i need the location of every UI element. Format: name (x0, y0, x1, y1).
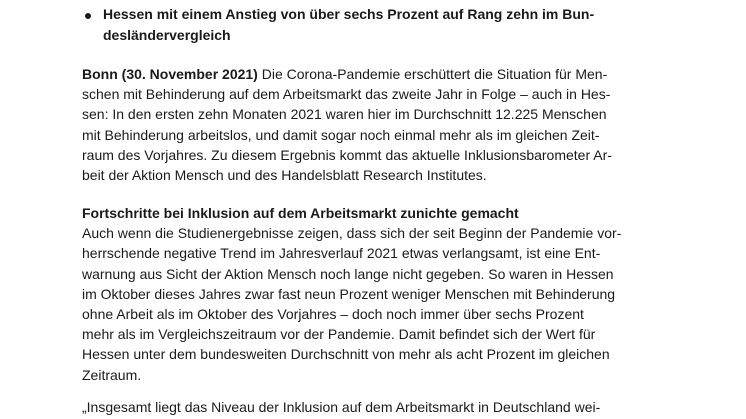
intro-line-1 (82, 64, 682, 84)
section-line: mehr als im Vergleichszeitraum vor der Pandemie. Damit befindet sich der Wert für (82, 326, 596, 343)
intro-text: Die Corona-Pandemie erschüttert die Situation für Men- (257, 66, 608, 82)
intro-line: schen mit Behinderung auf dem Arbeitsmarkt das zweite Jahr in Folge – auch in Hes- (82, 86, 611, 103)
quote-paragraph (82, 397, 682, 417)
intro-line: beit der Aktion Mensch und des Handelsblatt Research Institutes. (82, 166, 487, 183)
intro-line: mit Behinderung arbeitslos, und damit sogar noch einmal mehr als im gleichen Zeit- (82, 126, 600, 143)
bullet-dot-icon (85, 13, 91, 19)
bullet-text-line: desländervergleich (103, 27, 231, 43)
section-line: herrschende negative Trend im Jahresverlauf 2021 etwas verlangsamt, ist eine Ent- (82, 245, 601, 262)
intro-line: sen: In den ersten zehn Monaten 2021 waren hier im Durchschnitt 12.225 Menschen (82, 106, 607, 123)
section-line: Zeitraum. (82, 366, 142, 383)
section-line: Hessen unter dem bundesweiten Durchschnitt von mehr als acht Prozent im gleichen (82, 346, 610, 363)
section-paragraph (82, 203, 682, 385)
dateline: Bonn (30. November 2021) (82, 66, 258, 82)
section-line: warnung aus Sicht der Aktion Mensch noch lange nicht gegeben. So waren in Hessen (82, 265, 614, 282)
bullet-text-line: Hessen mit einem Anstieg von über sechs Prozent auf Rang zehn im Bun- (103, 6, 595, 22)
section-line: ohne Arbeit als im Oktober des Vorjahres – doch noch immer über sechs Prozent (82, 305, 584, 322)
section-line: im Oktober dieses Jahres zwar fast neun Prozent weniger Menschen mit Behinderung (82, 285, 616, 302)
section-line: Auch wenn die Studienergebnisse zeigen, dass sich der seit Beginn der Pandemie vor- (82, 225, 622, 242)
intro-line: raum des Vorjahres. Zu diesem Ergebnis kommt das aktuelle Inklusionsbarometer Ar- (82, 146, 612, 163)
bullet-item (103, 4, 643, 46)
intro-paragraph (82, 64, 682, 185)
quote-line: „Insgesamt liegt das Niveau der Inklusion auf dem Arbeitsmarkt in Deutschland wei- (82, 399, 601, 415)
section-heading: Fortschritte bei Inklusion auf dem Arbeitsmarkt zunichte gemacht (82, 205, 519, 221)
